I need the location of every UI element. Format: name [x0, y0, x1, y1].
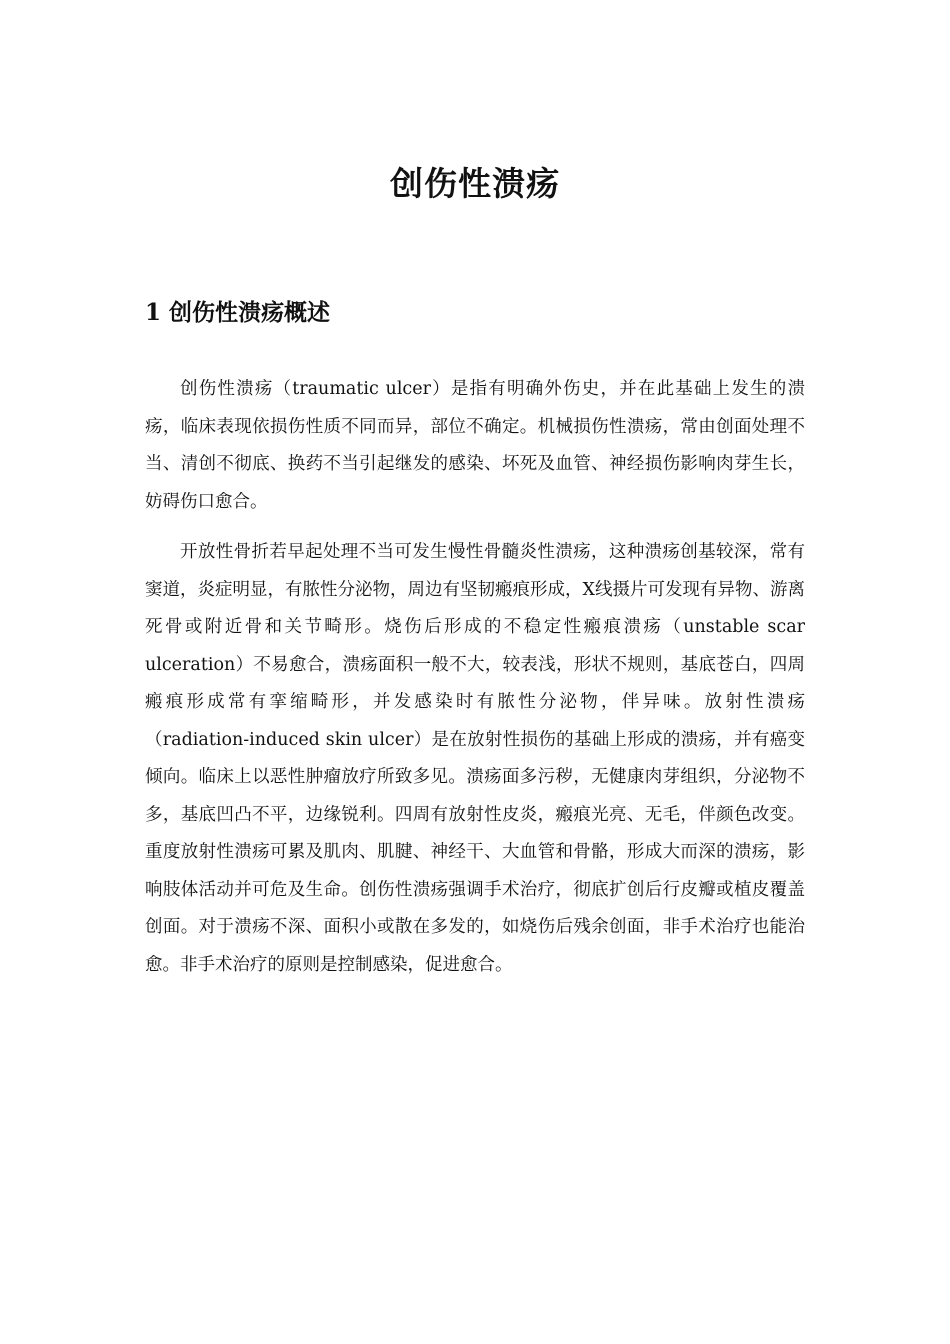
section-heading: 1 创伤性溃疡概述: [145, 299, 331, 326]
document-title: 创伤性溃疡: [390, 164, 560, 203]
paragraph-2: 开放性骨折若早起处理不当可发生慢性骨髓炎性溃疡，这种溃疡创基较深，常有窦道，炎症明显，有脓性分泌物，周边有坚韧瘢痕形成，X线摄片可发现有异物、游离死骨或附近骨和关节畸形。烧伤后形成的不稳定性瘢痕溃疡（unstable scar ulceration）不易愈合，溃疡面积一般不大，较表浅，形状不规则，基底苍白，四周瘢痕形成常有挛缩畸形，并发感染时有脓性分泌物，伴异味。放射性溃疡（radiation-induced skin ulcer）是在放射性损伤的基础上形成的溃疡，并有癌变倾向。临床上以恶性肿瘤放疗所致多见。溃疡面多污秽，无健康肉芽组织，分泌物不多，基底凹凸不平，边缘锐利。四周有放射性皮炎，瘢痕光亮、无毛，伴颜色改变。重度放射性溃疡可累及肌肉、肌腱、神经干、大血管和骨骼，形成大而深的溃疡，影响肢体活动并可危及生命。创伤性溃疡强调手术治疗，彻底扩创后行皮瓣或植皮覆盖创面。对于溃疡不深、面积小或散在多发的，如烧伤后残余创面，非手术治疗也能治愈。非手术治疗的原则是控制感染，促进愈合。: [145, 542, 805, 975]
paragraph-1: 创伤性溃疡（traumatic ulcer）是指有明确外伤史，并在此基础上发生的溃疡，临床表现依损伤性质不同而异，部位不确定。机械损伤性溃疡，常由创面处理不当、清创不彻底、换药不当引起继发的感染、坏死及血管、神经损伤影响肉芽生长，妨碍伤口愈合。: [145, 379, 805, 512]
